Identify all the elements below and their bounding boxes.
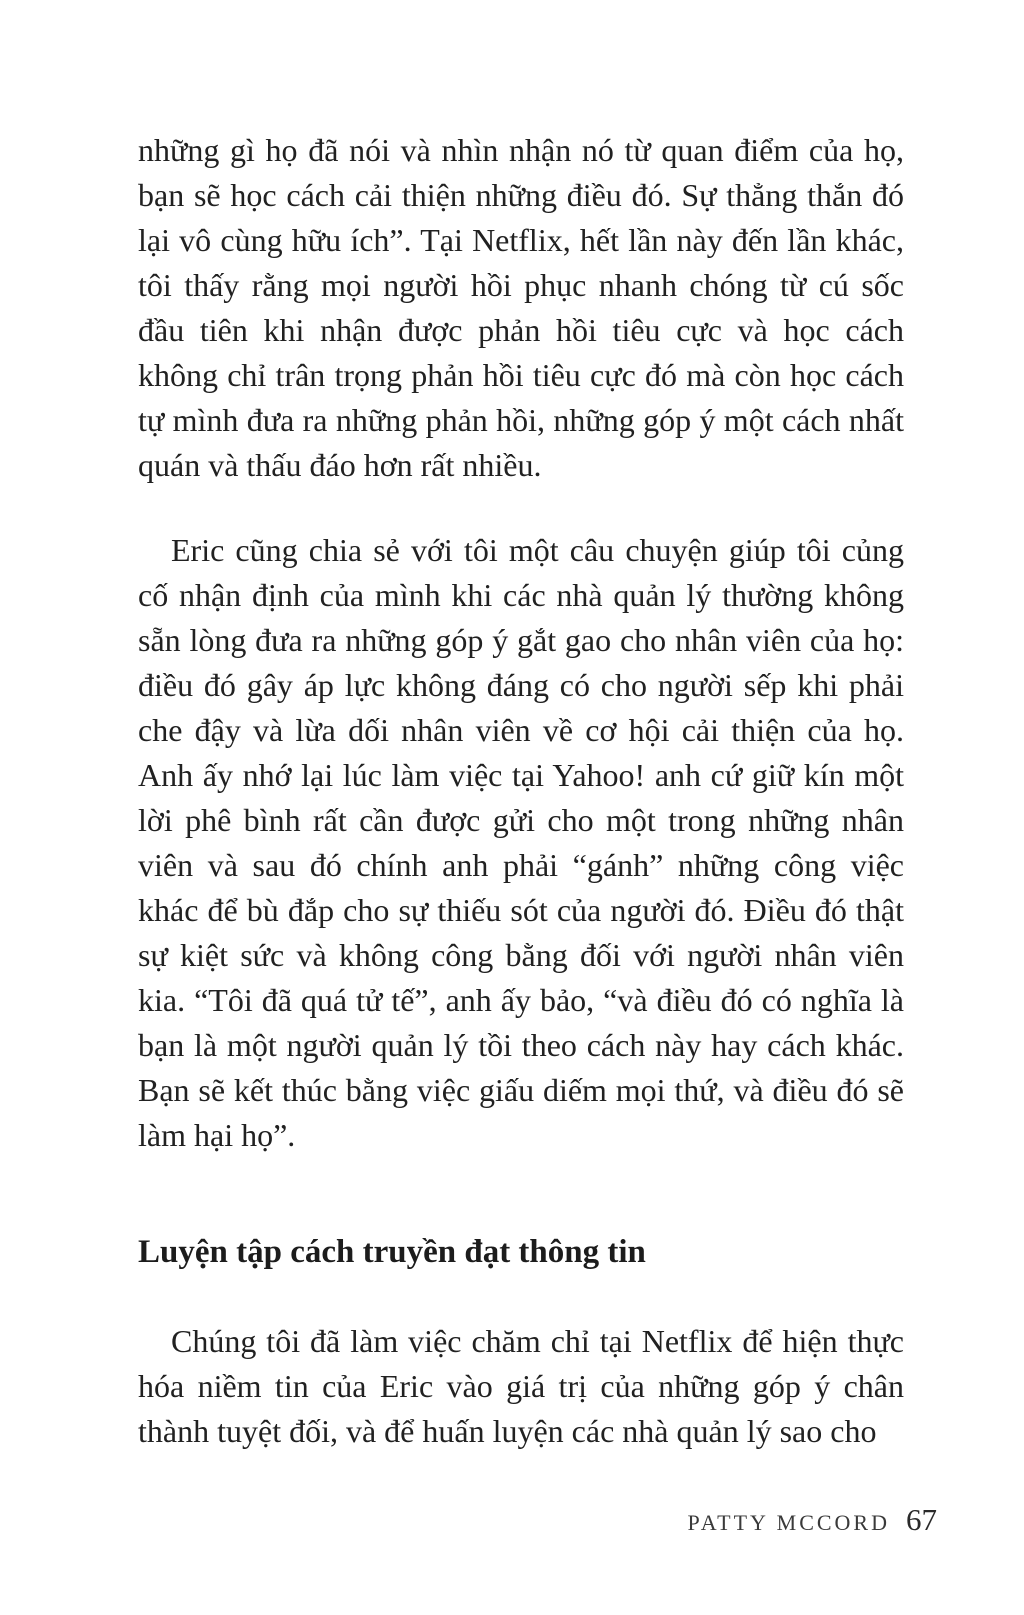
running-footer-author: PATTY MCCORD <box>687 1510 890 1535</box>
section-heading: Luyện tập cách truyền đạt thông tin <box>138 1234 646 1270</box>
page-footer <box>688 1502 937 1538</box>
paragraph-eric-story: Eric cũng chia sẻ với tôi một câu chuyện giúp tôi củng cố nhận định của mình khi các nhà quản lý thường không sẵn lòng đưa ra những góp ý gắt gao cho nhân viên của họ: điều đó gây áp lực không đáng có cho người sếp khi phải che đậy và lừa dối nhân viên về cơ hội cải thiện của họ. Anh ấy nhớ lại lúc làm việc tại Yahoo! anh cứ giữ kín một lời phê bình rất cần được gửi cho một trong những nhân viên và sau đó chính anh phải “gánh” những công việc khác để bù đắp cho sự thiếu sót của người đó. Điều đó thật sự kiệt sức và không công bằng đối với người nhân viên kia. “Tôi đã quá tử tế”, anh ấy bảo, “và điều đó có nghĩa là bạn là một người quản lý tồi theo cách này hay cách khác. Bạn sẽ kết thúc bằng việc giấu diếm mọi thứ, và điều đó sẽ làm hại họ”. <box>138 532 904 1153</box>
page-content <box>138 128 904 1454</box>
paragraph-continuation: những gì họ đã nói và nhìn nhận nó từ quan điểm của họ, bạn sẽ học cách cải thiện những điều đó. Sự thẳng thắn đó lại vô cùng hữu ích”. Tại Netflix, hết lần này đến lần khác, tôi thấy rằng mọi người hồi phục nhanh chóng từ cú sốc đầu tiên khi nhận được phản hồi tiêu cực và học cách không chỉ trân trọng phản hồi tiêu cực đó mà còn học cách tự mình đưa ra những phản hồi, những góp ý một cách nhất quán và thấu đáo hơn rất nhiều. <box>138 132 904 483</box>
paragraph-netflix-practice: Chúng tôi đã làm việc chăm chỉ tại Netflix để hiện thực hóa niềm tin của Eric vào giá trị của những góp ý chân thành tuyệt đối, và để huấn luyện các nhà quản lý sao cho <box>138 1323 904 1449</box>
page-number: 67 <box>906 1502 937 1537</box>
